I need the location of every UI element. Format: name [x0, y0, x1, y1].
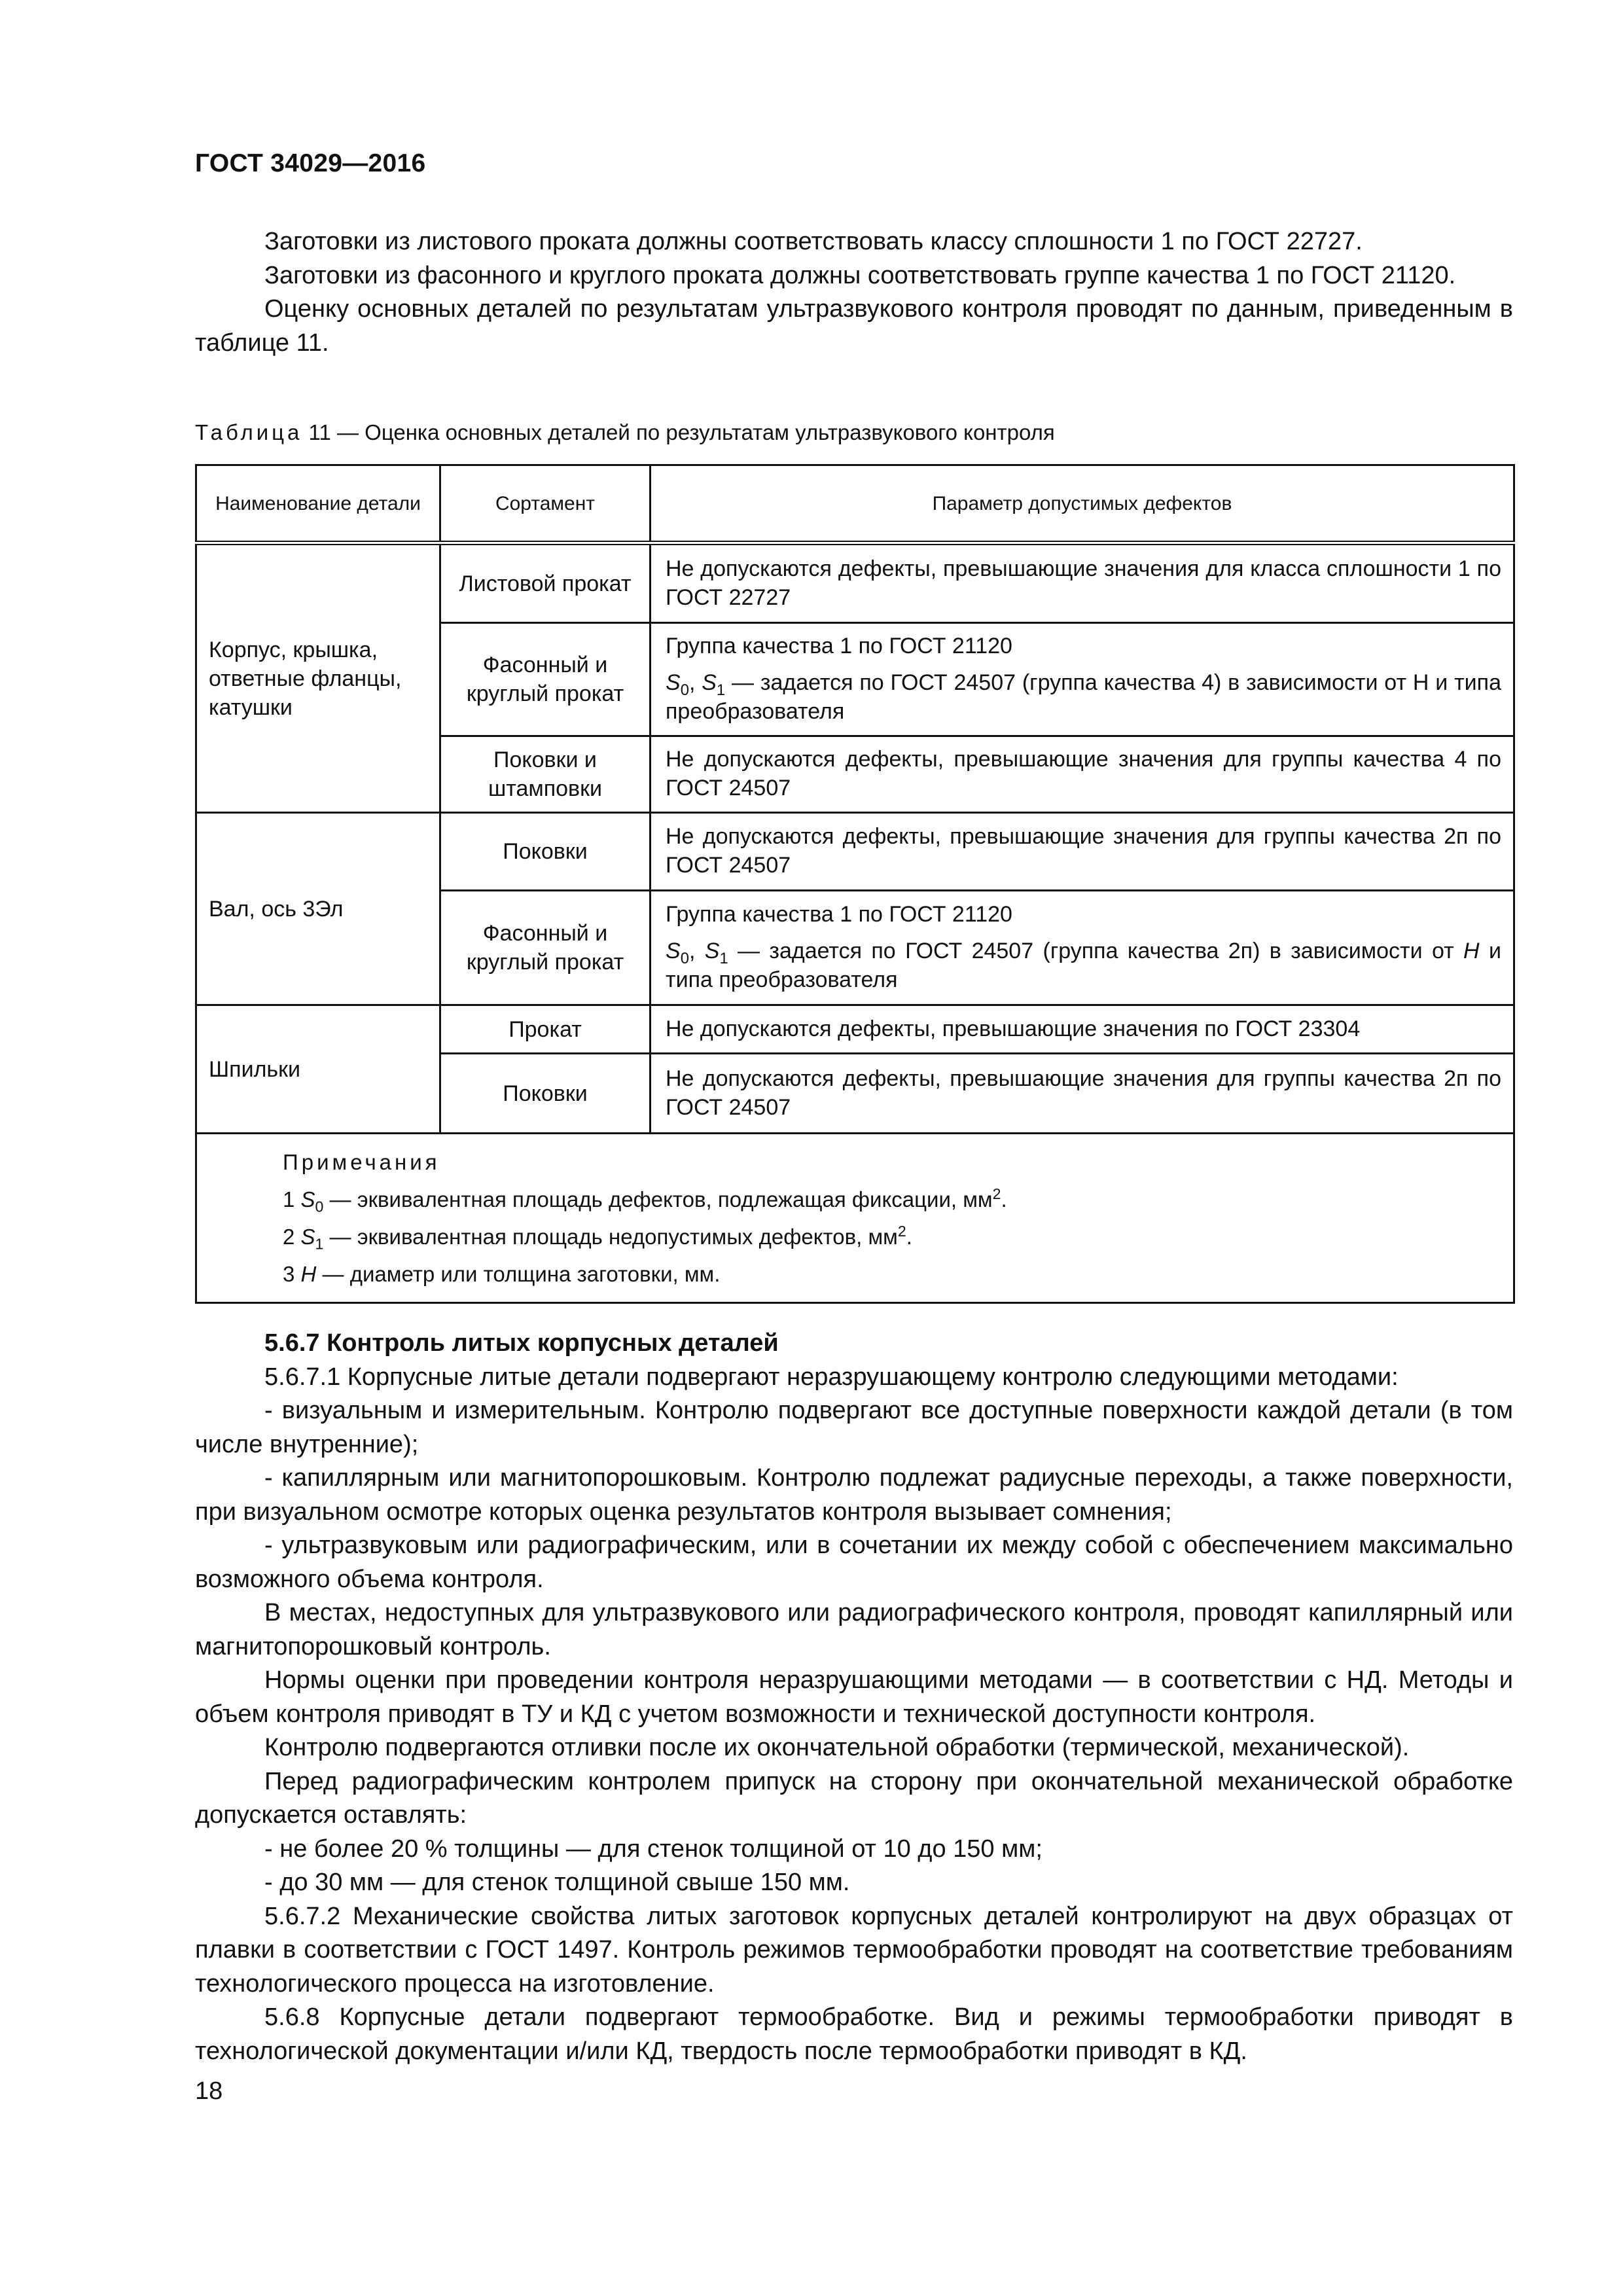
paragraph: Перед радиографическим контролем припуск на сторону при окончательной механической обработке допускается оставлять:	[195, 1767, 1513, 1829]
note-item	[283, 1255, 1513, 1293]
intro-text	[195, 225, 1513, 360]
note-text: — эквивалентная площадь дефектов, подлежащая фиксации, мм	[323, 1187, 993, 1211]
param-text: Не допускаются дефекты, превышающие значения для группы качества 4 по ГОСТ 24507	[666, 747, 1501, 800]
header-param: Параметр допустимых дефектов	[651, 465, 1514, 543]
symbol-sub: 1	[315, 1235, 324, 1253]
param-cell	[651, 813, 1514, 891]
symbol: S	[666, 939, 681, 963]
symbol: H	[300, 1262, 317, 1286]
paragraph: - капиллярным или магнитопорошковым. Контролю подлежат радиусные переходы, а также поверхности, при визуальном осмотре которых оценка результатов контроля вызывает сомнения;	[195, 1464, 1513, 1526]
page-number: 18	[195, 2077, 223, 2105]
symbol: S	[704, 939, 720, 963]
symbol-sub: 1	[719, 949, 728, 967]
table-notes	[196, 1134, 1514, 1303]
separator: ,	[688, 670, 702, 695]
param-text: Группа качества 1 по ГОСТ 21120	[666, 634, 1012, 658]
group-name: Корпус, крышка, ответные фланцы, катушки	[196, 543, 440, 813]
note-item	[283, 1181, 1513, 1218]
paragraph: - не более 20 % толщины — для стенок толщиной от 10 до 150 мм;	[264, 1835, 1043, 1863]
symbol-sub: 0	[680, 681, 689, 699]
param-text: Не допускаются дефекты, превышающие значения для группы качества 2п по ГОСТ 24507	[666, 1066, 1501, 1120]
notes-title: Примечания	[283, 1150, 440, 1174]
table-caption	[195, 420, 1055, 446]
section-heading: 5.6.7 Контроль литых корпусных деталей	[264, 1329, 779, 1357]
separator: ,	[688, 939, 705, 963]
table-notes-row	[196, 1134, 1514, 1303]
param-text-symbols	[666, 668, 1501, 726]
paragraph: 5.6.8 Корпусные детали подвергают термообработке. Вид и режимы термообработки приводят в технологической документации и/или КД, твердость после термообработки приводят в КД.	[195, 2003, 1513, 2065]
param-text: Группа качества 1 по ГОСТ 21120	[666, 902, 1012, 927]
table-row	[196, 543, 1514, 623]
paragraph: Заготовки из фасонного и круглого проката должны соответствовать группе качества 1 по ГОСТ 21120.	[264, 261, 1456, 289]
note-number: 2	[283, 1225, 301, 1249]
symbol: H	[1463, 939, 1480, 963]
header-sort: Сортамент	[440, 465, 651, 543]
param-cell	[651, 543, 1514, 623]
param-text: Не допускаются дефекты, превышающие значения для группы качества 2п по ГОСТ 24507	[666, 824, 1501, 878]
table-caption-label: Таблица	[195, 420, 303, 444]
note-item	[283, 1218, 1513, 1255]
table-row	[196, 1005, 1514, 1054]
defects-table	[195, 464, 1515, 1304]
param-text: Не допускаются дефекты, превышающие значения по ГОСТ 23304	[666, 1016, 1361, 1041]
sort-cell: Листовой прокат	[440, 543, 651, 623]
sort-cell: Поковки	[440, 1054, 651, 1134]
note-number: 1	[283, 1187, 301, 1211]
param-text: — задается по ГОСТ 24507 (группа качества 2п) в зависимости от	[728, 939, 1464, 963]
table-row	[196, 813, 1514, 891]
paragraph: Заготовки из листового проката должны соответствовать классу сплошности 1 по ГОСТ 22727.	[264, 228, 1363, 255]
symbol: S	[300, 1187, 315, 1211]
param-cell	[651, 736, 1514, 813]
section-5-6-7	[195, 1327, 1513, 2068]
note-end: .	[1001, 1187, 1007, 1211]
note-end: .	[906, 1225, 912, 1249]
param-text: Не допускаются дефекты, превышающие значения для класса сплошности 1 по ГОСТ 22727	[666, 556, 1501, 610]
symbol: S	[666, 670, 681, 695]
param-cell	[651, 1005, 1514, 1054]
param-cell	[651, 1054, 1514, 1134]
paragraph: 5.6.7.2 Механические свойства литых заготовок корпусных деталей контролируют на двух образцах от плавки в соответствии с ГОСТ 1497. Контроль режимов термообработки проводят на соответствие требованиям технологического процесса на изготовление.	[195, 1902, 1513, 1998]
param-text: — задается по ГОСТ 24507 (группа качества 4) в зависимости от Н и типа преобразователя	[666, 670, 1501, 724]
note-text: — эквивалентная площадь недопустимых дефектов, мм	[323, 1225, 898, 1249]
sort-cell: Фасонный и круглый прокат	[440, 623, 651, 736]
table-header-row	[196, 465, 1514, 543]
symbol-sub: 0	[680, 949, 689, 967]
paragraph: В местах, недоступных для ультразвукового или радиографического контроля, проводят капиллярный или магнитопорошковый контроль.	[195, 1599, 1513, 1660]
symbol-sub: 0	[315, 1198, 324, 1215]
paragraph: - визуальным и измерительным. Контролю подвергают все доступные поверхности каждой детали (в том числе внутренние);	[195, 1397, 1513, 1458]
paragraph: Нормы оценки при проведении контроля неразрушающими методами — в соответствии с НД. Методы и объем контроля приводят в ТУ и КД с учетом возможности и технической доступности контроля.	[195, 1666, 1513, 1728]
group-name: Шпильки	[196, 1005, 440, 1134]
paragraph: Контролю подвергаются отливки после их окончательной обработки (термической, механической).	[264, 1734, 1410, 1761]
table-caption-text: 11 — Оценка основных деталей по результатам ультразвукового контроля	[302, 420, 1055, 444]
sort-cell: Поковки и штамповки	[440, 736, 651, 813]
paragraph: 5.6.7.1 Корпусные литые детали подвергают неразрушающему контролю следующими методами:	[264, 1363, 1399, 1391]
sort-cell: Фасонный и круглый прокат	[440, 891, 651, 1005]
note-number: 3	[283, 1262, 301, 1286]
symbol: S	[702, 670, 717, 695]
paragraph: - до 30 мм — для стенок толщиной свыше 150 мм.	[264, 1869, 850, 1896]
param-cell	[651, 891, 1514, 1005]
sort-cell: Поковки	[440, 813, 651, 891]
symbol-sub: 1	[716, 681, 726, 699]
header-name: Наименование детали	[196, 465, 440, 543]
param-text-symbols	[666, 937, 1501, 994]
unit-power: 2	[992, 1185, 1001, 1202]
note-text: — диаметр или толщина заготовки, мм.	[316, 1262, 721, 1286]
param-cell	[651, 623, 1514, 736]
paragraph: Оценку основных деталей по результатам ультразвукового контроля проводят по данным, приведенным в таблице 11.	[195, 295, 1513, 357]
document-code: ГОСТ 34029—2016	[195, 149, 426, 177]
paragraph: - ультразвуковым или радиографическим, или в сочетании их между собой с обеспечением максимально возможного объема контроля.	[195, 1532, 1513, 1593]
param-text: и типа преобразователя	[666, 939, 1501, 992]
sort-cell: Прокат	[440, 1005, 651, 1054]
unit-power: 2	[897, 1223, 906, 1240]
symbol: S	[300, 1225, 315, 1249]
group-name: Вал, ось 3Эл	[196, 813, 440, 1005]
